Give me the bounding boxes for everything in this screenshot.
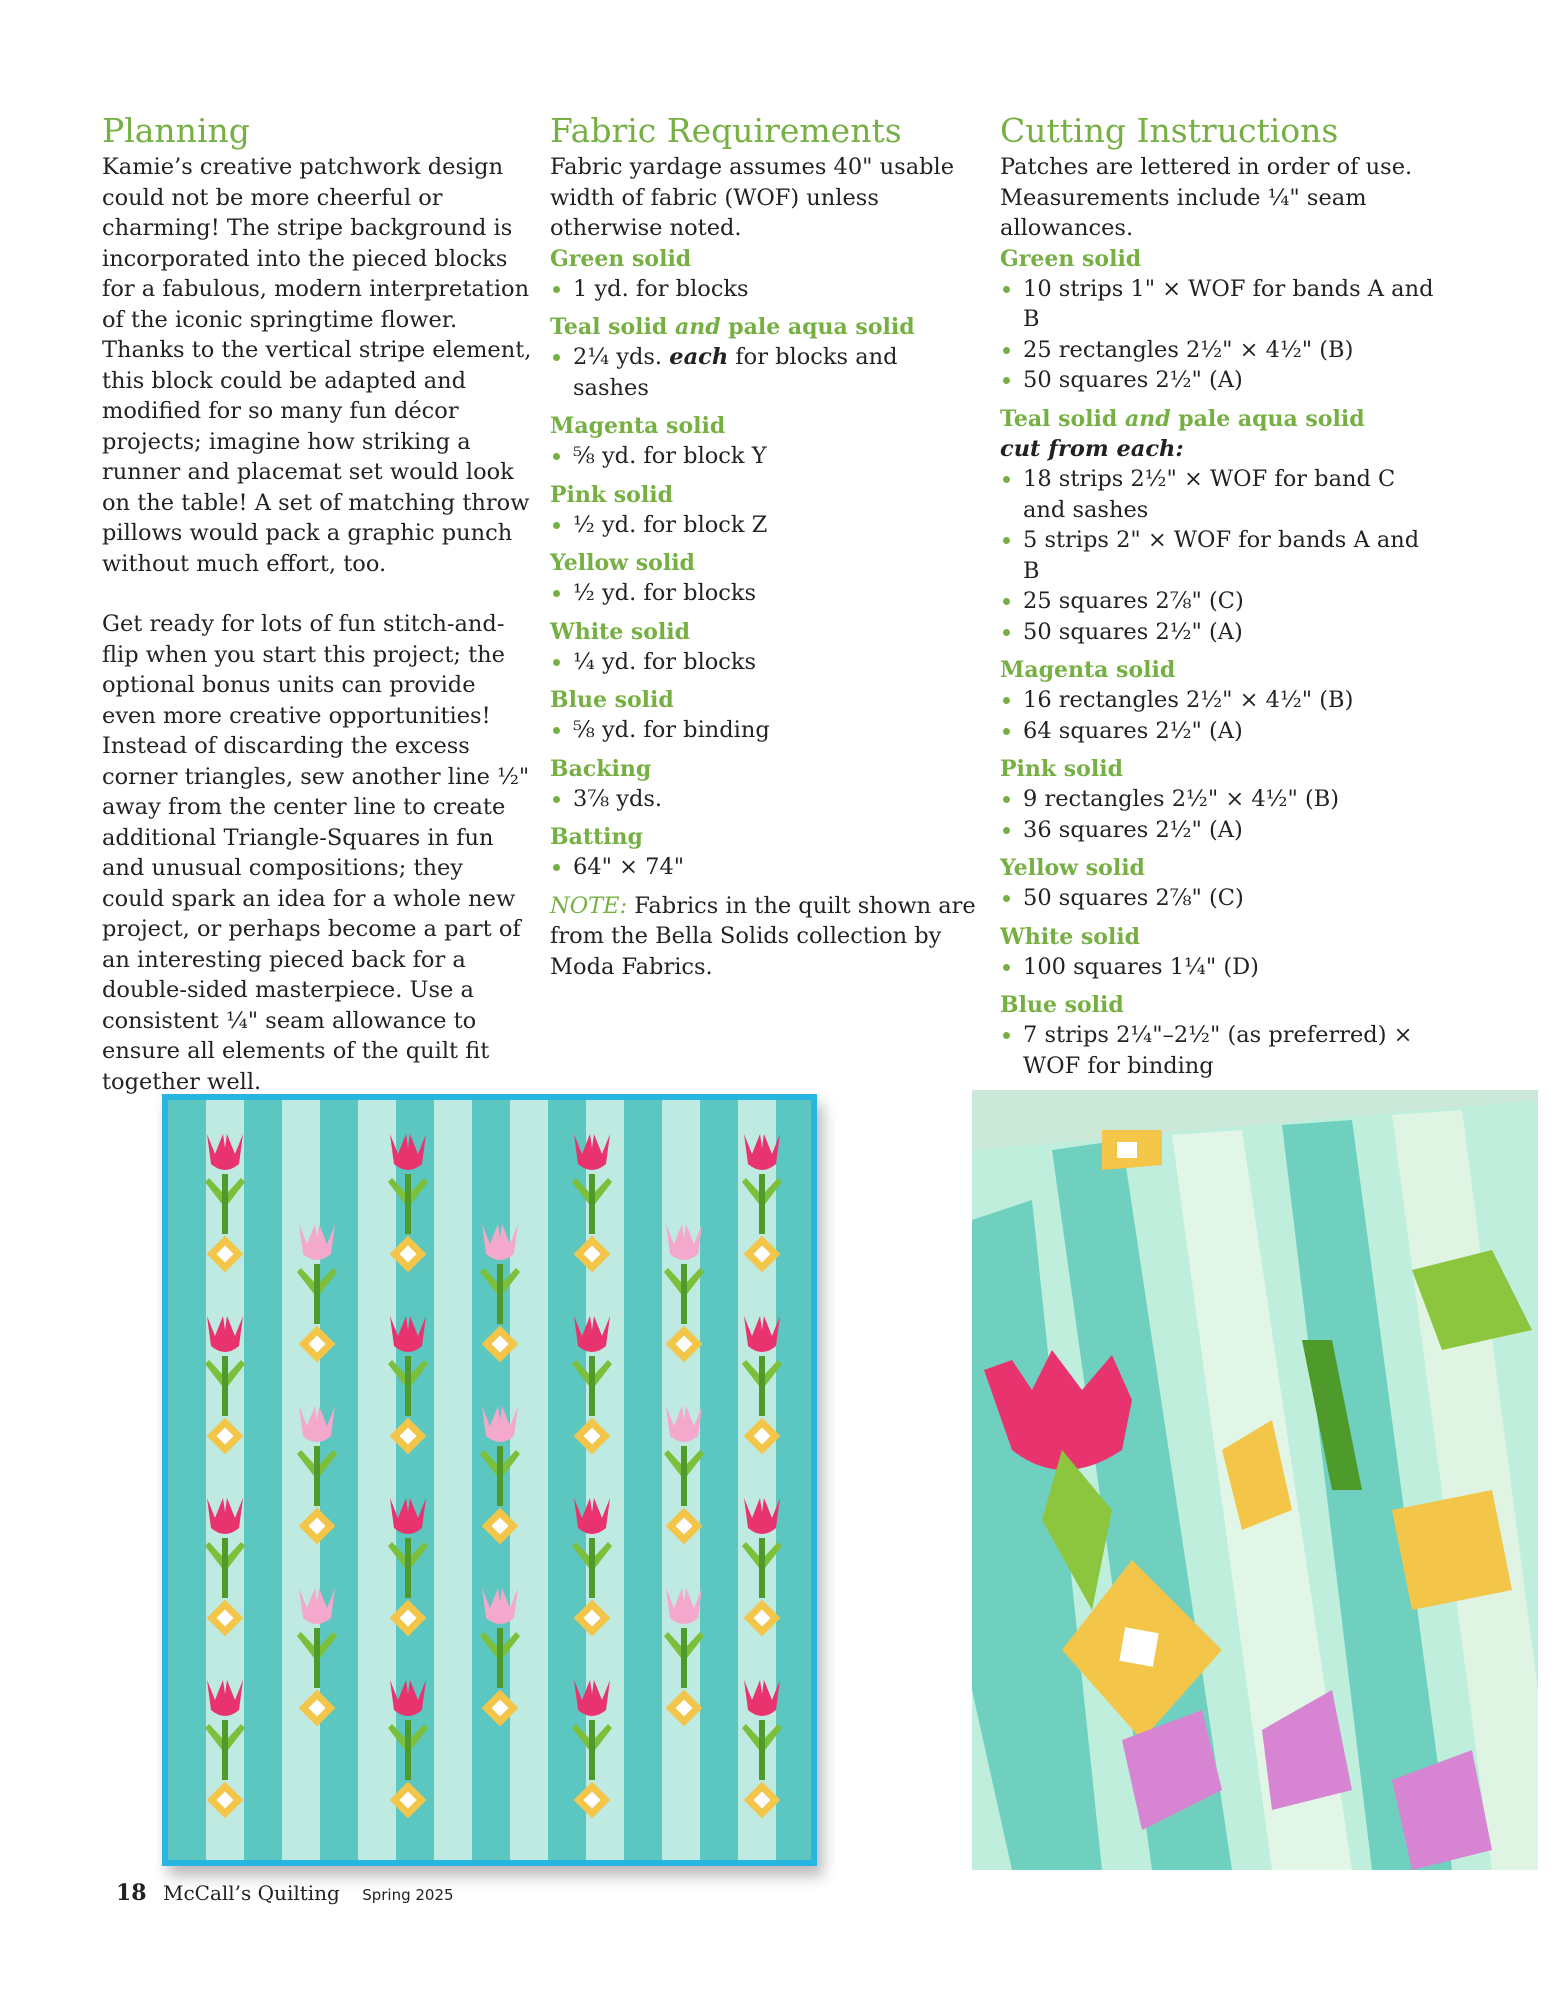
planning-heading: Planning: [102, 111, 250, 150]
planning-paragraph-2: Get ready for lots of fun stitch-and-flip when you start this project; the optional bonus units can provide even more creative opportunities! Instead of discarding the excess corner triangles, sew another line ½" away from the center line to create additional Triangle-Squares in fun and unusual compositions; they could spark an idea for a whole new project, or perhaps become a part of an interesting pieced back for a double-sided masterpiece. Use a consistent ¼" seam allowance to ensure all elements of the quilt fit together well.: [102, 611, 530, 1095]
fabric-requirements-column: [550, 110, 980, 982]
quilt-illustration: [162, 1094, 817, 1866]
fabric-batting-label: Batting: [550, 824, 643, 850]
fabric-teal-label: Teal solid and pale aqua solid: [550, 314, 915, 340]
fabric-requirements-heading: Fabric Requirements: [550, 111, 902, 150]
fabric-intro: Fabric yardage assumes 40" usable width of fabric (WOF) unless otherwise noted.: [550, 154, 955, 241]
fabric-batting-item: 64" × 74": [550, 852, 980, 883]
cutting-yellow-label: Yellow solid: [1000, 855, 1145, 881]
fabric-yellow-label: Yellow solid: [550, 550, 695, 576]
cutting-yellow-item: 50 squares 2⅞" (C): [1000, 883, 1440, 914]
cutting-magenta-item: 64 squares 2½" (A): [1000, 716, 1440, 747]
cutting-magenta-item: 16 rectangles 2½" × 4½" (B): [1000, 685, 1440, 716]
issue-label: Spring 2025: [362, 1886, 454, 1904]
fabric-green-item: 1 yd. for blocks: [550, 274, 980, 305]
fabric-blue-label: Blue solid: [550, 687, 674, 713]
cutting-teal-note: cut from each:: [1000, 435, 1184, 462]
cutting-intro: Patches are lettered in order of use. Measurements include ¼" seam allowances.: [1000, 154, 1413, 241]
quilt-photo: [162, 1094, 817, 1866]
fabric-white-label: White solid: [550, 618, 691, 645]
cutting-pink-label: Pink solid: [1000, 756, 1123, 782]
fabric-backing-label: Backing: [550, 755, 652, 782]
fabric-magenta-label: Magenta solid: [550, 413, 726, 439]
draped-quilt-photo: [972, 1090, 1538, 1870]
cutting-green-item: 25 rectangles 2½" × 4½" (B): [1000, 335, 1440, 366]
cutting-pink-item: 9 rectangles 2½" × 4½" (B): [1000, 784, 1440, 815]
fabric-teal-item: 2¼ yds. each for blocks and sashes: [550, 342, 980, 403]
cutting-green-label: Green solid: [1000, 245, 1142, 272]
cutting-teal-item: 5 strips 2" × WOF for bands A and B: [1000, 525, 1440, 586]
cutting-blue-label: Blue solid: [1000, 992, 1124, 1018]
quilt-stripes: [168, 1100, 811, 1860]
fabric-backing-item: 3⅞ yds.: [550, 784, 980, 815]
cutting-green-item: 50 squares 2½" (A): [1000, 365, 1440, 396]
cutting-green-item: 10 strips 1" × WOF for bands A and B: [1000, 274, 1440, 335]
planning-paragraph-1: Kamie’s creative patchwork design could not be more cheerful or charming! The stripe background is incorporated into the pieced blocks for a fabulous, modern interpretation of the iconic springtime flower. Thanks to the vertical stripe element, this block could be adapted and modified for so many fun décor projects; imagine how striking a runner and placemat set would look on the table! A set of matching throw pillows would pack a graphic punch without much effort, too.: [102, 154, 532, 577]
magazine-title: McCall’s Quilting: [162, 1881, 340, 1905]
cutting-blue-item: 7 strips 2¼"–2½" (as preferred) × WOF for binding: [1000, 1020, 1440, 1081]
page-footer: [116, 1880, 454, 1906]
draped-quilt-illustration: [972, 1090, 1538, 1870]
cutting-pink-item: 36 squares 2½" (A): [1000, 815, 1440, 846]
cutting-teal-item: 18 strips 2½" × WOF for band C and sashes: [1000, 464, 1440, 525]
fabric-magenta-item: ⅝ yd. for block Y: [550, 441, 980, 472]
cutting-teal-item: 50 squares 2½" (A): [1000, 617, 1440, 648]
cutting-white-label: White solid: [1000, 923, 1141, 950]
cutting-instructions-heading: Cutting Instructions: [1000, 111, 1339, 150]
planning-column: [102, 110, 532, 1097]
fabric-note: NOTE: Fabrics in the quilt shown are from the Bella Solids collection by Moda Fabrics.: [550, 892, 976, 980]
cutting-white-item: 100 squares 1¼" (D): [1000, 952, 1440, 983]
cutting-magenta-label: Magenta solid: [1000, 657, 1176, 683]
fabric-yellow-item: ½ yd. for blocks: [550, 578, 980, 609]
page-number: 18: [116, 1880, 147, 1906]
fabric-pink-label: Pink solid: [550, 481, 673, 508]
fabric-pink-item: ½ yd. for block Z: [550, 510, 980, 541]
cutting-teal-label: Teal solid and pale aqua solid: [1000, 405, 1365, 432]
cutting-instructions-column: [1000, 110, 1440, 1081]
cutting-teal-item: 25 squares 2⅞" (C): [1000, 586, 1440, 617]
fabric-white-item: ¼ yd. for blocks: [550, 647, 980, 678]
fabric-blue-item: ⅝ yd. for binding: [550, 715, 980, 746]
fabric-green-label: Green solid: [550, 245, 692, 272]
